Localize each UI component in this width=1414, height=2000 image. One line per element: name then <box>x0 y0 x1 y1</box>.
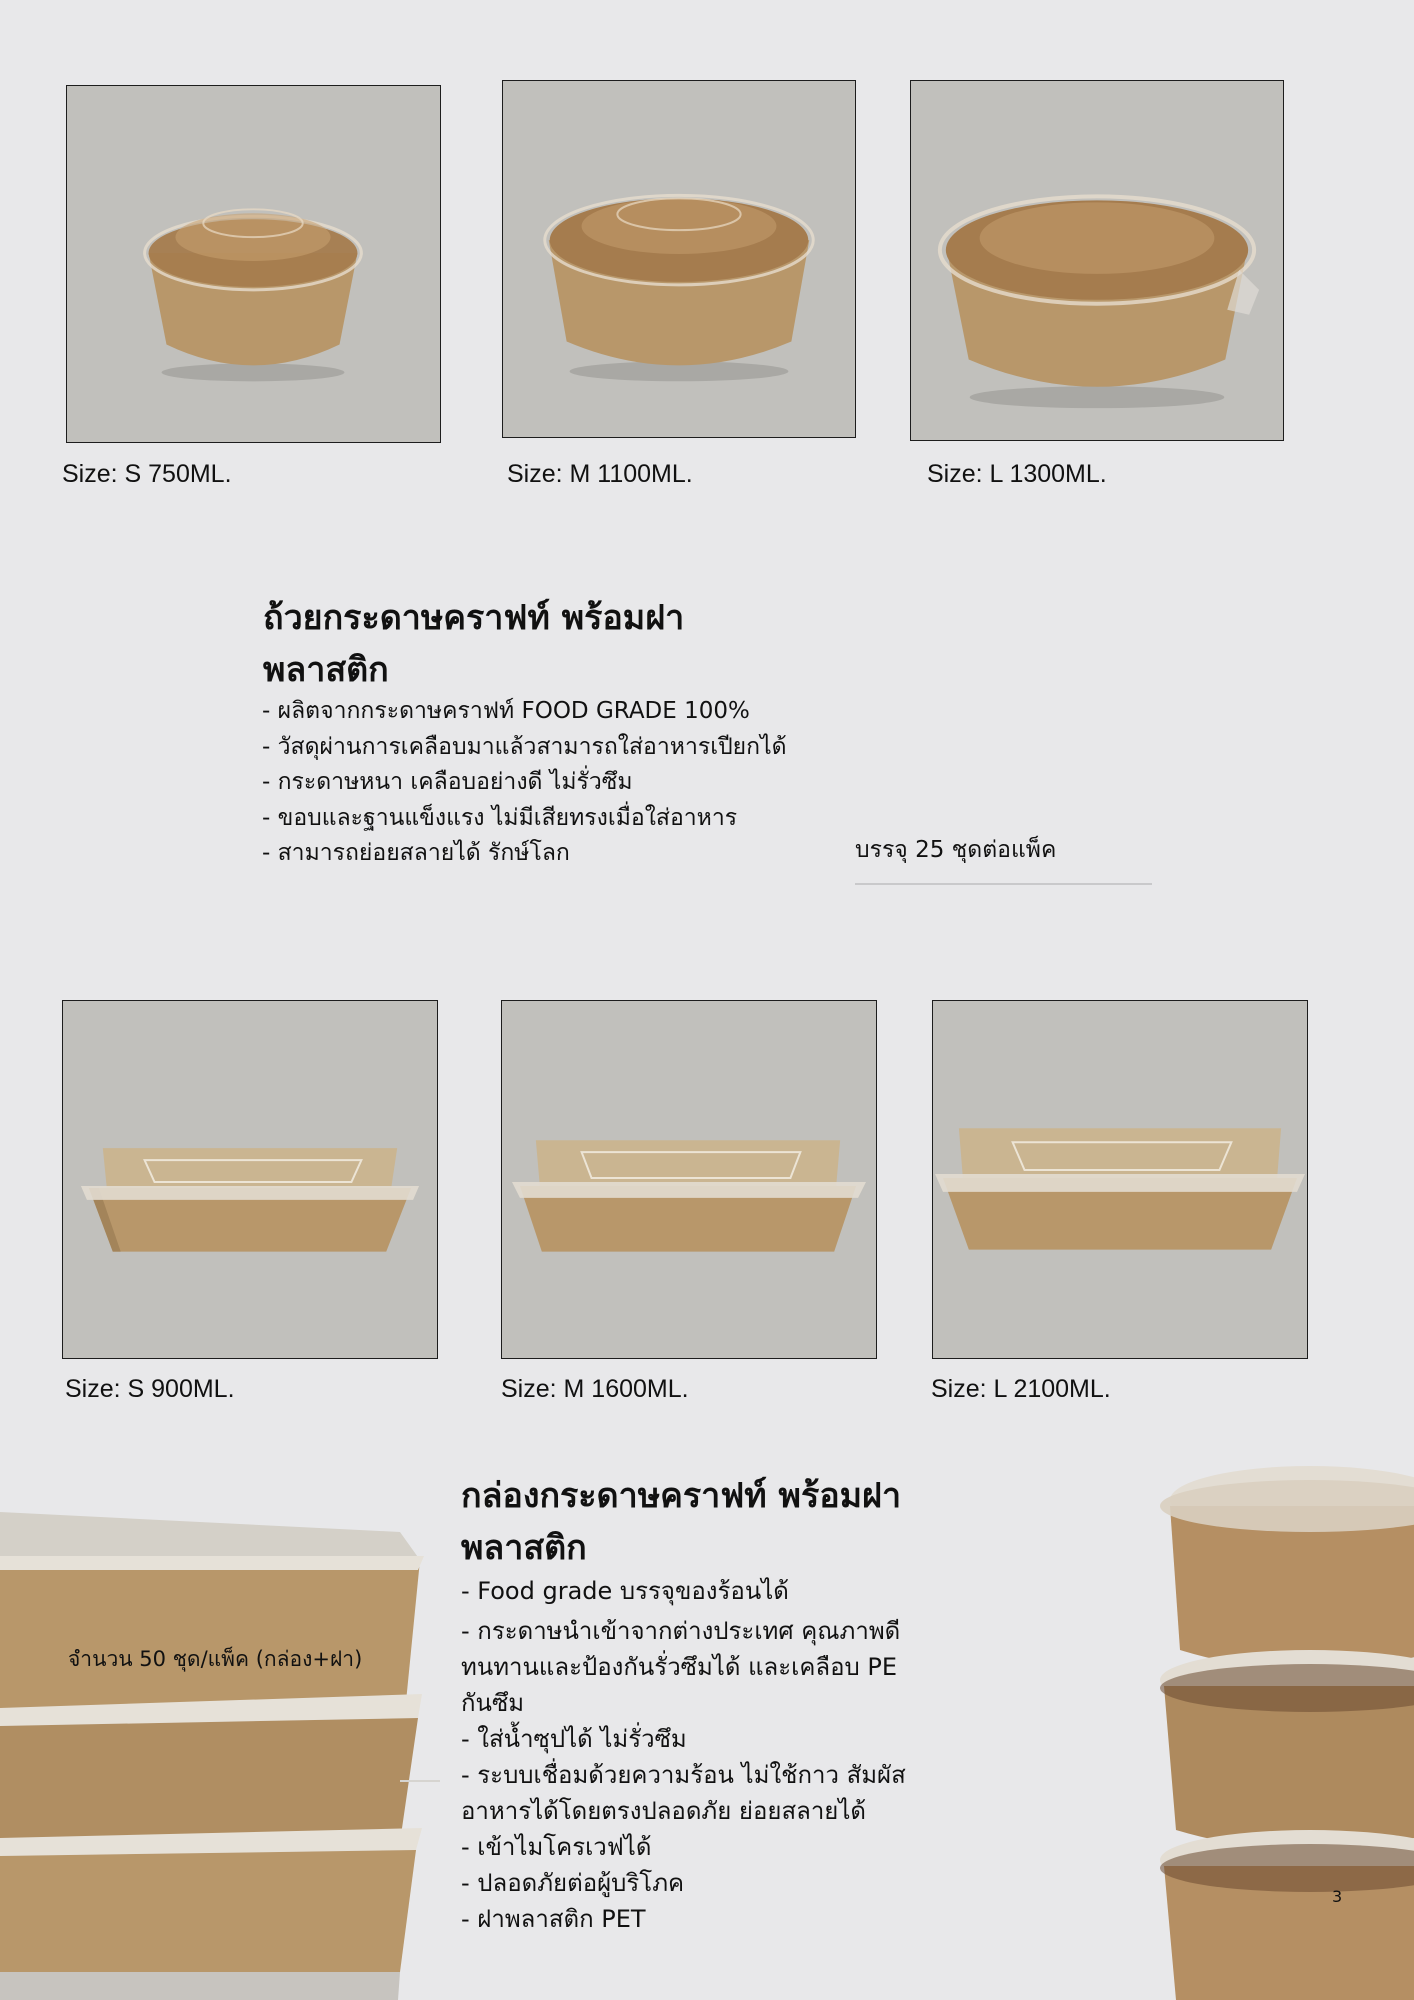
box-section-title <box>461 1470 901 1574</box>
box-photo-s <box>62 1000 438 1359</box>
box-pack-divider <box>400 1780 440 1782</box>
box-feature-item: - ปลอดภัยต่อผู้บริโภค <box>461 1869 685 1897</box>
bowl-feature-list <box>262 694 787 872</box>
stacked-bowls-image <box>1130 1450 1414 2000</box>
bowl-size-label-l: Size: L 1300ML. <box>927 460 1107 488</box>
bowl-section-title <box>263 592 684 696</box>
box-feature-item: - กระดาษนำเข้าจากต่างประเทศ คุณภาพดี ทนทานและป้องกันรั่วซึมได้ และเคลือบ PE กันซึม <box>461 1617 901 1717</box>
bowl-feature-item: - ผลิตจากกระดาษคราฟท์ FOOD GRADE 100% <box>262 698 750 724</box>
box-feature-list <box>461 1573 931 1937</box>
kraft-box-s-image <box>63 1001 437 1358</box>
kraft-bowl-m-image <box>503 81 855 437</box>
bowl-size-label-m: Size: M 1100ML. <box>507 460 693 488</box>
box-title-line-2: พลาสติก <box>461 1528 587 1568</box>
kraft-box-m-image <box>502 1001 876 1358</box>
bowl-photo-s <box>66 85 441 443</box>
kraft-bowl-s-image <box>67 86 440 442</box>
bowl-photo-l <box>910 80 1284 441</box>
box-photo-m <box>501 1000 877 1359</box>
bowl-title-line-1: ถ้วยกระดาษคราฟท์ พร้อมฝา <box>263 598 685 638</box>
box-size-label-m: Size: M 1600ML. <box>501 1375 689 1403</box>
bowl-pack-divider <box>855 883 1152 885</box>
bowl-feature-item: - กระดาษหนา เคลือบอย่างดี ไม่รั่วซึม <box>262 769 633 795</box>
box-title-line-1: กล่องกระดาษคราฟท์ พร้อมฝา <box>461 1476 902 1516</box>
box-feature-item: - เข้าไมโครเวฟได้ <box>461 1833 652 1861</box>
bowl-pack-info: บรรจุ 25 ชุดต่อแพ็ค <box>855 837 1057 863</box>
bowl-title-line-2: พลาสติก <box>263 650 389 690</box>
bowl-size-label-s: Size: S 750ML. <box>62 460 232 488</box>
box-feature-item: - ใส่น้ำซุปได้ ไม่รั่วซึม <box>461 1725 687 1753</box>
kraft-bowl-l-image <box>911 81 1283 440</box>
kraft-box-l-image <box>933 1001 1307 1358</box>
box-feature-item: - ฝาพลาสติก PET <box>461 1905 646 1933</box>
box-feature-item: - ระบบเชื่อมด้วยความร้อน ไม่ใช้กาว สัมผัส อาหารได้โดยตรงปลอดภัย ย่อยสลายได้ <box>461 1761 906 1825</box>
box-feature-item: - Food grade บรรจุของร้อนได้ <box>461 1577 789 1605</box>
stacked-boxes-image <box>0 1512 430 2000</box>
box-photo-l <box>932 1000 1308 1359</box>
bowl-feature-item: - ขอบและฐานแข็งแรง ไม่มีเสียทรงเมื่อใส่อาหาร <box>262 804 738 831</box>
box-size-label-s: Size: S 900ML. <box>65 1375 235 1403</box>
bowl-feature-item: - สามารถย่อยสลายได้ รักษ์โลก <box>262 840 570 866</box>
page-number: 3 <box>1332 1887 1343 1906</box>
box-pack-info: จำนวน 50 ชุด/แพ็ค (กล่อง+ฝา) <box>68 1647 363 1671</box>
bowl-photo-m <box>502 80 856 438</box>
box-size-label-l: Size: L 2100ML. <box>931 1375 1111 1403</box>
bowl-feature-item: - วัสดุผ่านการเคลือบมาแล้วสามารถใส่อาหารเปียกได้ <box>262 733 787 760</box>
